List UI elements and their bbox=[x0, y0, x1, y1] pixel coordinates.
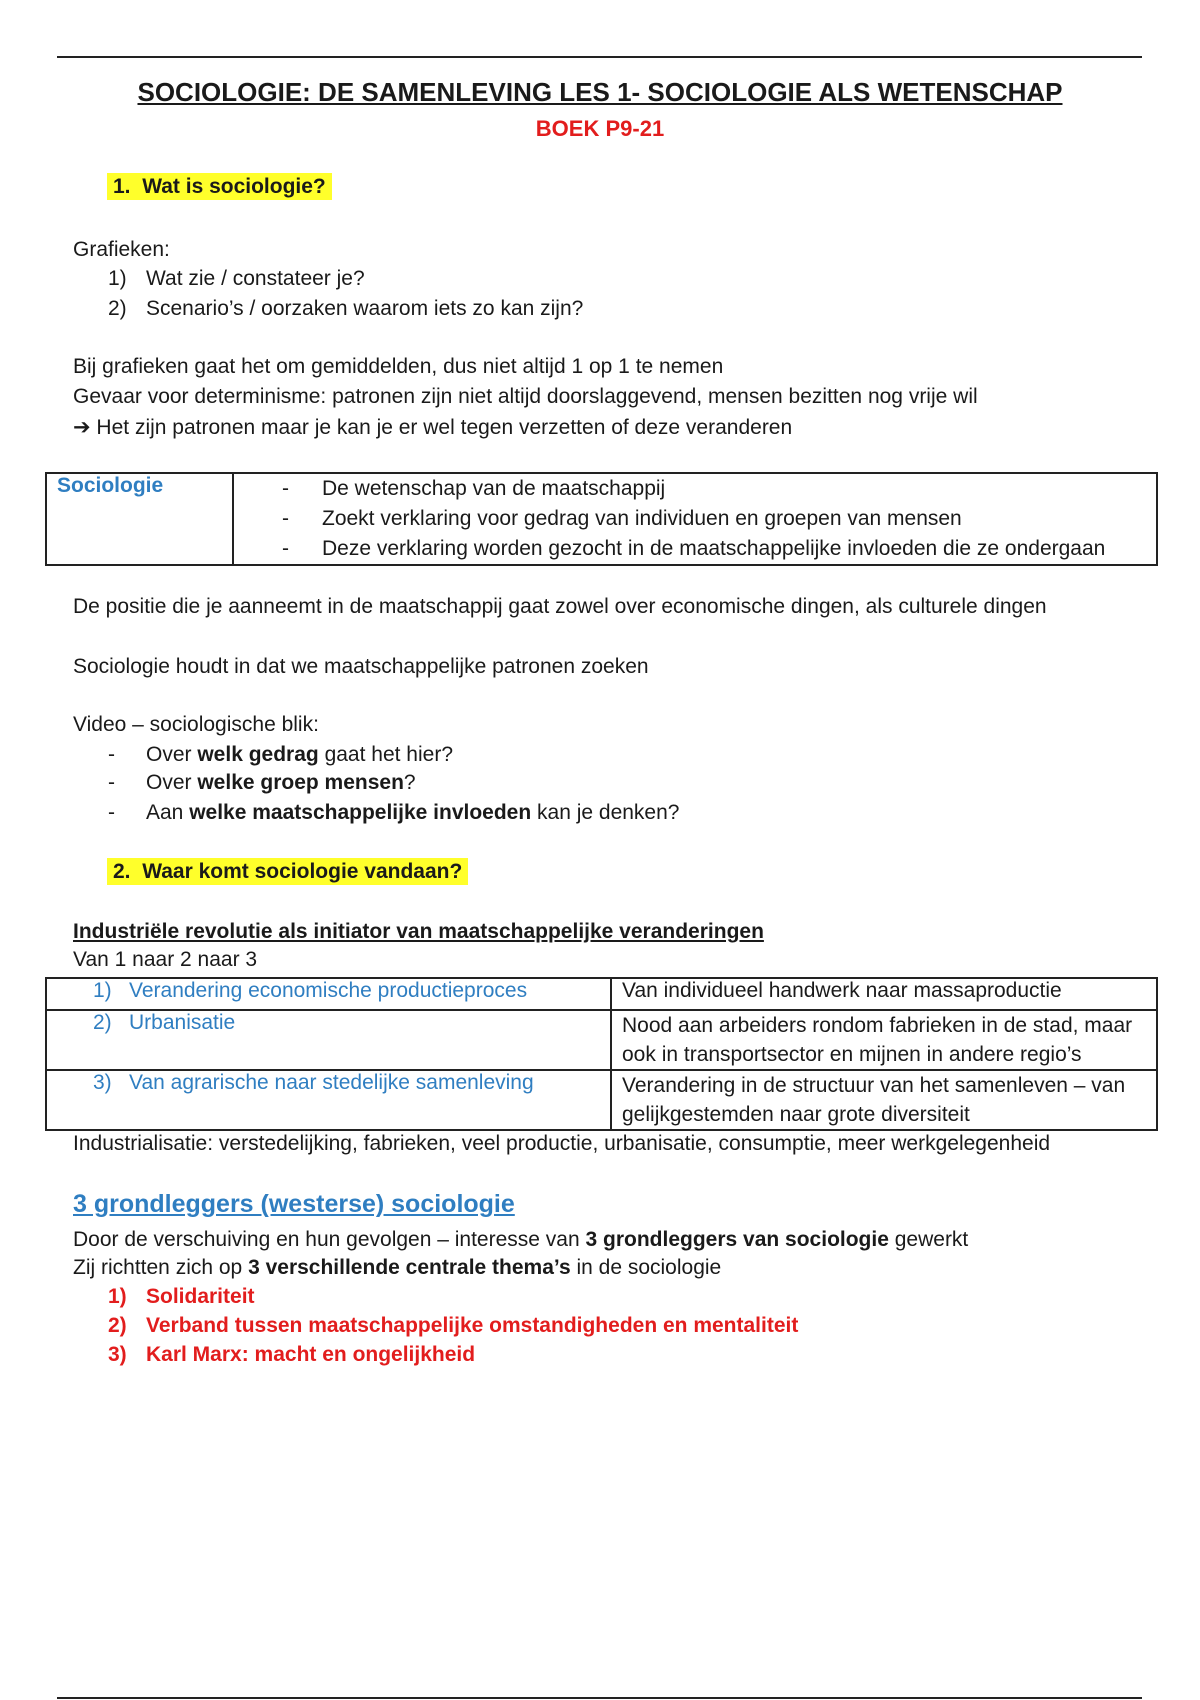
table-cell: 2) Urbanisatie bbox=[46, 1010, 611, 1070]
definition-term: Sociologie bbox=[57, 474, 164, 497]
table-row bbox=[46, 978, 1157, 1010]
grafieken-item: 2) Scenario’s / oorzaken waarom iets zo kan zijn? bbox=[108, 297, 584, 320]
section-2-title: Waar komt sociologie vandaan? bbox=[142, 860, 463, 883]
grafieken-label: Grafieken: bbox=[73, 238, 170, 261]
paragraph-line: Gevaar voor determinisme: patronen zijn niet altijd doorslaggevend, mensen bezitten nog vrije wil bbox=[73, 385, 978, 408]
list-item: - De wetenschap van de maatschappij bbox=[282, 477, 666, 500]
definition-bullets-cell bbox=[233, 473, 1157, 565]
table-cell: Van individueel handwerk naar massaproductie bbox=[611, 978, 1157, 1010]
top-rule bbox=[57, 56, 1142, 58]
section-2-heading bbox=[107, 860, 468, 884]
section-1-title: Wat is sociologie? bbox=[142, 175, 326, 198]
founders-item: 2) Verband tussen maatschappelijke omstandigheden en mentaliteit bbox=[108, 1314, 799, 1337]
paragraph-line: ➔ Het zijn patronen maar je kan je er wel tegen verzetten of deze veranderen bbox=[73, 416, 793, 439]
founders-heading: 3 grondleggers (westerse) sociologie bbox=[73, 1190, 515, 1218]
definition-term-cell bbox=[46, 473, 233, 565]
definition-table bbox=[45, 472, 1158, 566]
table-cell: Nood aan arbeiders rondom fabrieken in de stad, maar ook in transportsector en mijnen in andere regio’s bbox=[611, 1010, 1157, 1070]
bottom-rule bbox=[57, 1697, 1142, 1699]
video-item: - Aan welke maatschappelijke invloeden kan je denken? bbox=[108, 801, 680, 824]
definition-list bbox=[244, 474, 1146, 564]
table-cell: 1) Verandering economische productieproces bbox=[46, 978, 611, 1010]
table-cell: Verandering in de structuur van het samenleven – van gelijkgestemden naar grote diversiteit bbox=[611, 1070, 1157, 1130]
industrial-note: Industrialisatie: verstedelijking, fabrieken, veel productie, urbanisatie, consumptie, meer werkgelegenheid bbox=[73, 1132, 1051, 1155]
video-item: - Over welk gedrag gaat het hier? bbox=[108, 743, 453, 766]
list-item: - Deze verklaring worden gezocht in de maatschappelijke invloeden die ze ondergaan bbox=[282, 537, 1106, 560]
page-title: SOCIOLOGIE: DE SAMENLEVING LES 1- SOCIOLOGIE ALS WETENSCHAP bbox=[137, 77, 1063, 107]
section-1-heading bbox=[107, 175, 332, 199]
industrial-subheading: Van 1 naar 2 naar 3 bbox=[73, 948, 258, 971]
founders-item: 1) Solidariteit bbox=[108, 1285, 255, 1308]
video-item: - Over welke groep mensen? bbox=[108, 771, 416, 794]
paragraph-line: Sociologie houdt in dat we maatschappelijke patronen zoeken bbox=[73, 655, 649, 678]
paragraph-line: De positie die je aanneemt in de maatschappij gaat zowel over economische dingen, als culturele dingen bbox=[73, 595, 1047, 618]
founders-line: Door de verschuiving en hun gevolgen – interesse van 3 grondleggers van sociologie gewerkt bbox=[73, 1228, 969, 1251]
founders-line: Zij richtten zich op 3 verschillende centrale thema’s in de sociologie bbox=[73, 1256, 722, 1279]
industrial-heading: Industriële revolutie als initiator van maatschappelijke veranderingen bbox=[73, 920, 764, 943]
paragraph-line: Bij grafieken gaat het om gemiddelden, dus niet altijd 1 op 1 te nemen bbox=[73, 355, 724, 378]
table-row bbox=[46, 1070, 1157, 1130]
section-2-number: 2. bbox=[113, 860, 131, 883]
founders-item: 3) Karl Marx: macht en ongelijkheid bbox=[108, 1343, 476, 1366]
grafieken-item: 1) Wat zie / constateer je? bbox=[108, 267, 365, 290]
industrial-table bbox=[45, 977, 1158, 1131]
table-row bbox=[46, 1010, 1157, 1070]
video-label: Video – sociologische blik: bbox=[73, 713, 319, 736]
list-item: - Zoekt verklaring voor gedrag van individuen en groepen van mensen bbox=[282, 507, 962, 530]
page-subtitle: BOEK P9-21 bbox=[535, 116, 665, 141]
section-1-number: 1. bbox=[113, 175, 131, 198]
table-cell: 3) Van agrarische naar stedelijke samenleving bbox=[46, 1070, 611, 1130]
